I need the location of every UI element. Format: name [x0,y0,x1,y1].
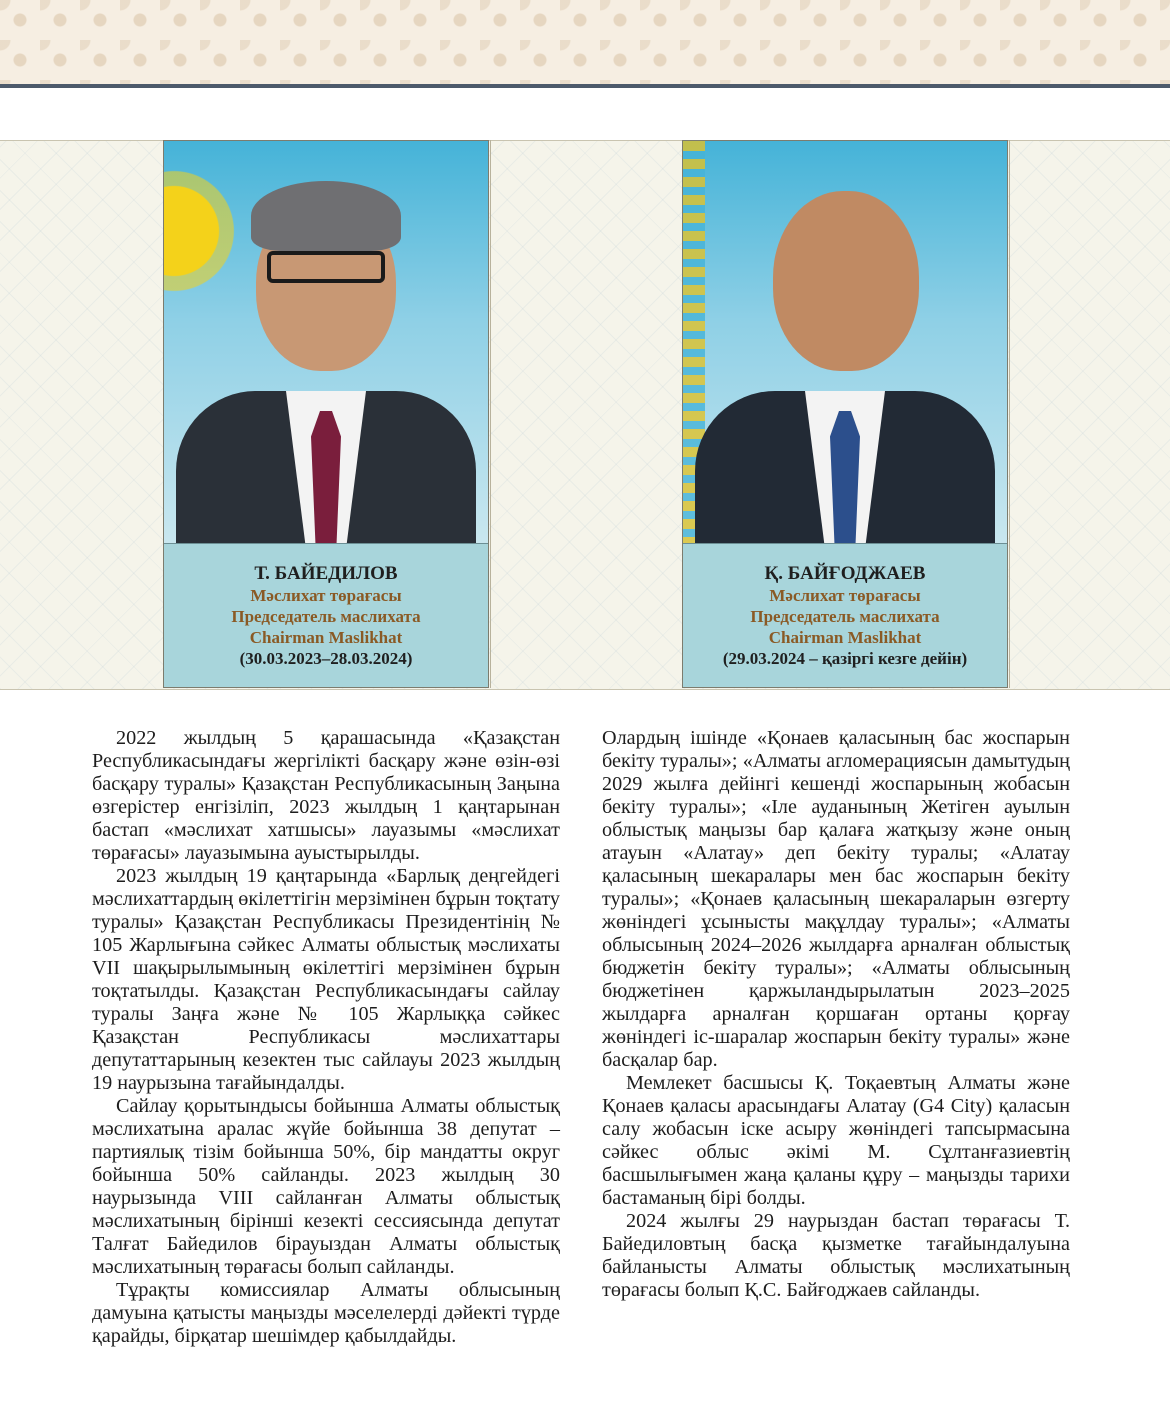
portrait-period: (29.03.2024 – қазіргі кезге дейін) [722,649,968,668]
article-paragraph: 2022 жылдың 5 қарашасында «Қазақстан Республикасындағы жергілікті басқару және өзін-өзі басқару туралы» Қазақстан Республикасының Заңына өзгерістер енгізіліп, 2023 жылдың 1 қаңтарынан бастап «мәслихат хатшысы» лауазымы «мәслихат төрағасы» лауазымына ауыстырылды. [92,727,560,864]
decorative-header-ornament [0,0,1170,84]
band-divider [1009,140,1010,688]
portrait-card-baiedilov [163,140,489,688]
portrait-caption-baigodzhaev [683,543,1007,687]
portrait-caption-baiedilov [164,543,488,687]
hair [251,181,401,251]
glasses [267,251,385,283]
article-paragraph: 2024 жылғы 29 наурыздан бастап төрағасы Т. Байедиловтың басқа қызметке тағайындалуына байланысты Алматы облыстық мәслихатының төрағасы болып Қ.С. Байғоджаев сайланды. [602,1210,1070,1301]
tie [830,411,860,543]
article-paragraph: Тұрақты комиссиялар Алматы облысының дамуына қатысты маңызды мәселелерді дәйекті түрде қарайды, бірқатар шешімдер қабылдайды. [92,1279,560,1347]
portrait-period: (30.03.2023–28.03.2024) [239,649,413,668]
portrait-title-ru: Председатель маслихата [750,607,940,626]
band-divider [490,140,491,688]
portrait-photo-baiedilov [164,141,488,543]
portrait-title-kz: Мәслихат төрағасы [250,586,402,605]
portrait-title-en: Chairman Maslikhat [249,628,403,647]
article-paragraph: Мемлекет басшысы Қ. Тоқаевтың Алматы және Қонаев қаласы арасындағы Алатау (G4 City) қаласын салу жобасын іске асыру жөніндегі тапсырмасына сәйкес облыс әкімі М. Сұлтанғазиевтің басшылығымен жаңа қаланы құру – маңызды тарихи бастаманың бірі болды. [602,1072,1070,1209]
portrait-name: Қ. БАЙҒОДЖАЕВ [764,563,926,584]
header-divider [0,84,1170,88]
article-paragraph: 2023 жылдың 19 қаңтарында «Барлық деңгейдегі мәслихаттардың өкілеттігін мерзімінен бұрын тоқтату туралы» Қазақстан Республикасы Президентінің № 105 Жарлығына сәйкес Алматы облыстық мәслихаты VII шақырылымының өкілеттігі мерзімінен бұрын тоқтатылды. Қазақстан Республикасындағы сайлау туралы Заңға және № 105 Жарлыққа сәйкес Қазақстан Республикасы мәслихаттары депутаттарының кезектен тыс сайлауы 2023 жылдың 19 наурызына тағайындалды. [92,865,560,1094]
portrait-title-kz: Мәслихат төрағасы [769,586,921,605]
tie [311,411,341,543]
portrait-title-en: Chairman Maslikhat [768,628,922,647]
article-column-left [92,727,560,1348]
article-column-right [602,727,1070,1302]
head [773,191,919,371]
article-paragraph: Олардың ішінде «Қонаев қаласының бас жоспарын бекіту туралы»; «Алматы агломерациясын дамытудың 2029 жылға дейінгі кешенді жоспарының жобасын бекіту туралы»; «Іле ауданының Жетіген ауылын облыстық маңызы бар қалаға жатқызу және оның атауын «Алатау» деп бекіту туралы; «Алатау қаласының шекаралары мен бас жоспарын бекіту туралы»; «Қонаев қаласының шекараларын өзгерту жөніндегі ұсынысты мақұлдау туралы»; «Алматы облысының 2024–2026 жылдарға арналған облыстық бюджетін бекіту туралы»; «Алматы облысының бюджетінен қаржыландырылатын 2023–2025 жылдарға арналған қоршаған ортаны қорғау жөніндегі іс-шаралар жоспарын бекіту туралы» және басқалар бар. [602,727,1070,1071]
portrait-card-baigodzhaev [682,140,1008,688]
portrait-photo-baigodzhaev [683,141,1007,543]
article-paragraph: Сайлау қорытындысы бойынша Алматы облыстық мәслихатына аралас жүйе бойынша 38 депутат – партиялық тізім бойынша 50%, бір мандатты округ бойынша 50% сайланды. 2023 жылдың 30 наурызында VIII сайланған Алматы облыстық мәслихатының бірінші кезекті сессиясында депутат Талғат Байедилов бірауыздан Алматы облыстық мәслихатының төрағасы болып сайланды. [92,1095,560,1278]
portrait-title-ru: Председатель маслихата [231,607,421,626]
portrait-name: Т. БАЙЕДИЛОВ [254,563,398,584]
